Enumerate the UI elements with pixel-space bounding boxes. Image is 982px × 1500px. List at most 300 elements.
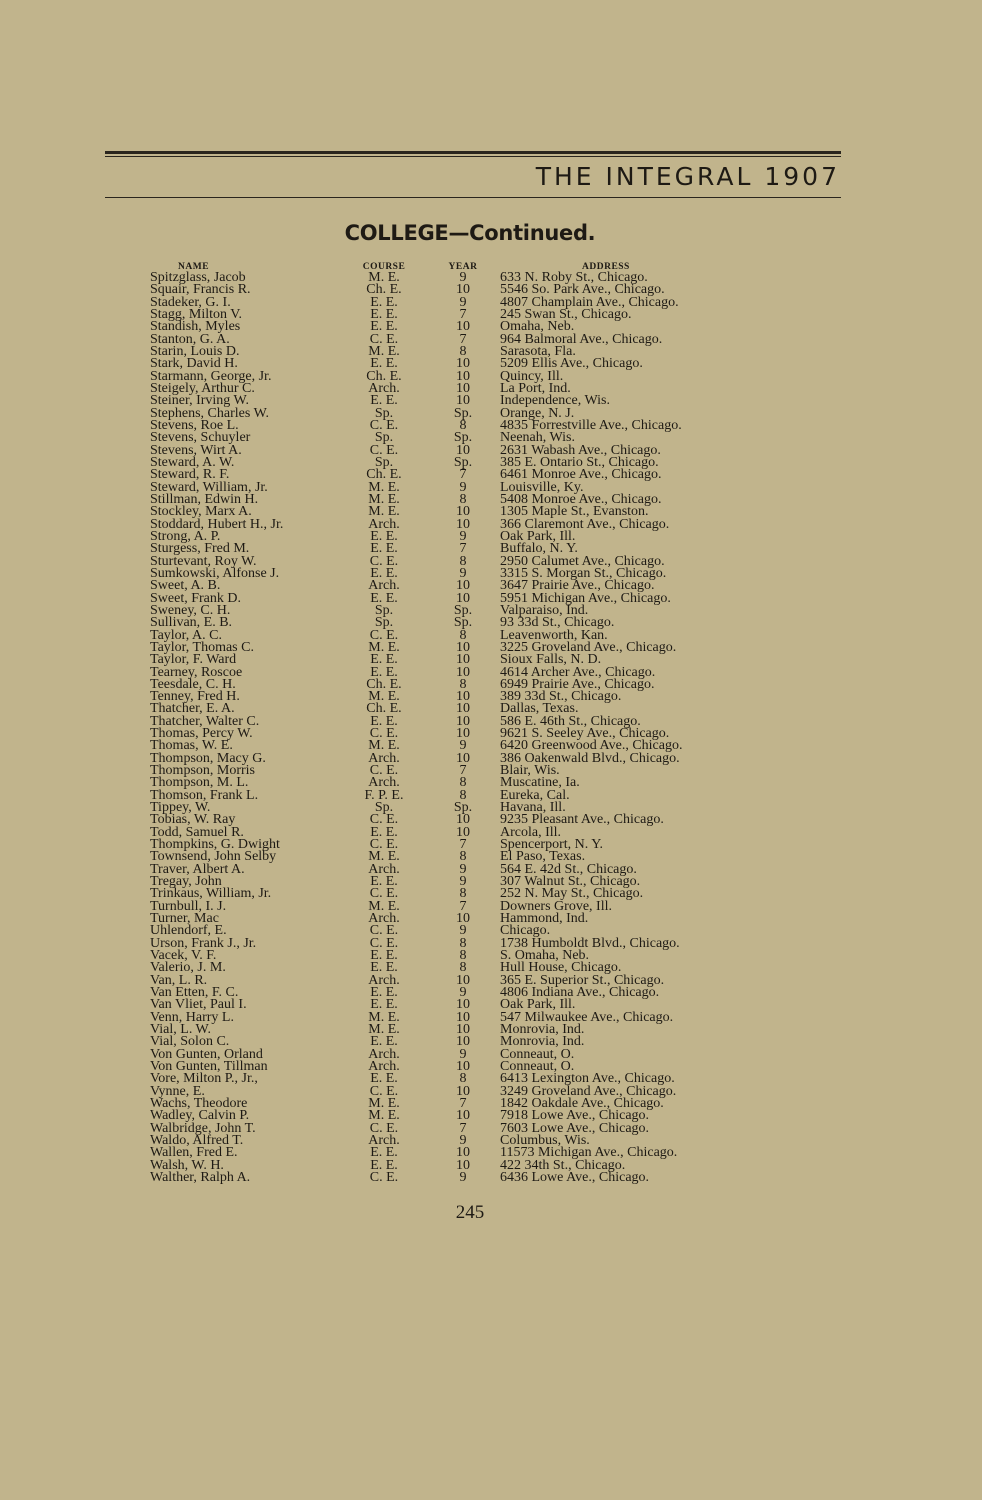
course: E. E. xyxy=(370,874,398,890)
year: Sp. xyxy=(453,602,473,618)
course: M. E. xyxy=(368,898,400,914)
course: E. E. xyxy=(370,652,398,668)
address: Havana, Ill. xyxy=(500,800,566,816)
address: Blair, Wis. xyxy=(500,763,560,779)
student-name: Steigely, Arthur C. xyxy=(150,380,255,396)
address: 633 N. Roby St., Chicago. xyxy=(500,270,648,285)
student-name: Spitzglass, Jacob xyxy=(150,270,246,285)
course: C. E. xyxy=(369,553,399,569)
course: Ch. E. xyxy=(366,368,402,384)
address: Muscatine, Ia. xyxy=(500,775,580,791)
course: Sp. xyxy=(374,602,394,618)
course: E. E. xyxy=(370,590,398,606)
course: Sp. xyxy=(374,615,394,631)
student-name: Von Gunten, Orland xyxy=(150,1046,263,1062)
student-name: Squair, Francis R. xyxy=(150,282,251,298)
address: Oak Park, Ill. xyxy=(500,528,576,544)
student-name: Stanton, G. A. xyxy=(150,331,230,347)
year: 8 xyxy=(459,948,467,964)
year: Sp. xyxy=(453,430,473,446)
course: C. E. xyxy=(369,923,399,939)
year: 8 xyxy=(459,775,467,791)
address: Eureka, Cal. xyxy=(500,787,570,803)
address: Downers Grove, Ill. xyxy=(500,898,612,914)
course: Arch. xyxy=(368,911,400,927)
address: 4835 Forrestville Ave., Chicago. xyxy=(500,417,682,433)
year: 10 xyxy=(456,1009,470,1025)
address: 7603 Lowe Ave., Chicago. xyxy=(500,1120,650,1136)
address: 4614 Archer Ave., Chicago. xyxy=(500,664,656,680)
student-name: Traver, Albert A. xyxy=(150,861,245,877)
header-double-rule-top xyxy=(105,151,841,154)
address: 964 Balmoral Ave., Chicago. xyxy=(500,331,663,347)
student-name: Walbridge, John T. xyxy=(150,1120,256,1136)
student-name: Wadley, Calvin P. xyxy=(150,1108,250,1124)
course: Arch. xyxy=(368,750,400,766)
course: C. E. xyxy=(369,886,399,902)
address: Louisville, Ky. xyxy=(500,479,584,495)
year: 9 xyxy=(459,294,467,310)
address: El Paso, Texas. xyxy=(500,849,586,865)
student-name: Valerio, J. M. xyxy=(150,960,226,976)
address: Hull House, Chicago. xyxy=(500,960,622,976)
address: 252 N. May St., Chicago. xyxy=(500,886,644,902)
course: C. E. xyxy=(369,1083,399,1099)
year: 10 xyxy=(456,319,470,335)
address: 6461 Monroe Ave., Chicago. xyxy=(500,467,662,483)
course: E. E. xyxy=(370,393,398,409)
address: Spencerport, N. Y. xyxy=(500,837,604,853)
course: Arch. xyxy=(368,972,400,988)
year: 10 xyxy=(456,713,470,729)
student-name: Turnbull, I. J. xyxy=(150,898,227,914)
student-name: Standish, Myles xyxy=(150,319,241,335)
course: C. E. xyxy=(369,1169,399,1185)
student-name: Stillman, Edwin H. xyxy=(150,491,259,507)
student-name: Steward, William, Jr. xyxy=(150,479,268,495)
column-header-address: ADDRESS xyxy=(582,262,630,272)
year: 10 xyxy=(456,1145,470,1161)
year: 10 xyxy=(456,578,470,594)
year: 10 xyxy=(456,442,470,458)
course: Arch. xyxy=(368,516,400,532)
year: 10 xyxy=(456,504,470,520)
student-name: Von Gunten, Tillman xyxy=(150,1059,268,1074)
address: 1842 Oakdale Ave., Chicago. xyxy=(500,1095,664,1111)
course: M. E. xyxy=(368,1009,400,1025)
address: 11573 Michigan Ave., Chicago. xyxy=(500,1145,678,1161)
address: 6949 Prairie Ave., Chicago. xyxy=(500,676,655,692)
course: M. E. xyxy=(368,1022,400,1038)
student-name: Taylor, Thomas C. xyxy=(150,639,254,655)
address: Conneaut, O. xyxy=(500,1046,575,1062)
year: 7 xyxy=(459,467,467,483)
address: Neenah, Wis. xyxy=(500,430,575,446)
course: M. E. xyxy=(368,849,400,865)
year: 8 xyxy=(459,676,467,692)
student-name: Starmann, George, Jr. xyxy=(150,368,272,384)
student-name: Steward, A. W. xyxy=(150,454,235,470)
course: Arch. xyxy=(368,578,400,594)
course: E. E. xyxy=(370,306,398,322)
address: 3225 Groveland Ave., Chicago. xyxy=(500,639,677,655)
student-name: Tregay, John xyxy=(150,874,222,890)
year: 9 xyxy=(459,565,467,581)
course: Ch. E. xyxy=(366,676,402,692)
course: M. E. xyxy=(368,689,400,705)
course: M. E. xyxy=(368,738,400,754)
course: M. E. xyxy=(368,491,400,507)
course: F. P. E. xyxy=(364,787,404,803)
student-name: Stagg, Milton V. xyxy=(150,306,243,322)
course: C. E. xyxy=(369,837,399,853)
year: 9 xyxy=(459,923,467,939)
address: S. Omaha, Neb. xyxy=(500,948,590,964)
section-title: COLLEGE—Continued. xyxy=(344,221,596,245)
year: 10 xyxy=(456,689,470,705)
year: 9 xyxy=(459,738,467,754)
course: Sp. xyxy=(374,454,394,470)
student-name: Todd, Samuel R. xyxy=(150,824,244,840)
student-name: Strong, A. P. xyxy=(150,528,221,544)
student-name: Stadeker, G. I. xyxy=(150,294,231,310)
year: 10 xyxy=(456,824,470,840)
address: Buffalo, N. Y. xyxy=(500,541,578,557)
year: 10 xyxy=(456,664,470,680)
student-name: Thatcher, Walter C. xyxy=(150,713,260,729)
address: La Port, Ind. xyxy=(500,380,571,396)
course: Arch. xyxy=(368,1046,400,1062)
address: 6436 Lowe Ave., Chicago. xyxy=(500,1169,650,1185)
year: 10 xyxy=(456,997,470,1013)
address: Leavenworth, Kan. xyxy=(500,627,608,643)
course: C. E. xyxy=(369,442,399,458)
student-name: Vynne, E. xyxy=(150,1083,205,1099)
year: 10 xyxy=(456,750,470,766)
course: C. E. xyxy=(369,417,399,433)
student-name: Urson, Frank J., Jr. xyxy=(150,935,257,951)
student-name: Uhlendorf, E. xyxy=(150,923,227,939)
course: Arch. xyxy=(368,1059,400,1074)
address: 1738 Humboldt Blvd., Chicago. xyxy=(500,935,680,951)
course: C. E. xyxy=(369,627,399,643)
year: 9 xyxy=(459,528,467,544)
address: 6413 Lexington Ave., Chicago. xyxy=(500,1071,675,1087)
student-name: Vial, Solon C. xyxy=(150,1034,230,1050)
student-name: Stockley, Marx A. xyxy=(150,504,252,520)
address: 7918 Lowe Ave., Chicago. xyxy=(500,1108,650,1124)
course: Arch. xyxy=(368,861,400,877)
header-double-rule-bottom xyxy=(105,156,841,157)
year: 9 xyxy=(459,985,467,1001)
address: Oak Park, Ill. xyxy=(500,997,576,1013)
student-name: Steward, R. F. xyxy=(150,467,230,483)
student-name: Sweet, Frank D. xyxy=(150,590,241,606)
address: 386 Oakenwald Blvd., Chicago. xyxy=(500,750,680,766)
column-header-name: NAME xyxy=(178,262,210,272)
course: M. E. xyxy=(368,1095,400,1111)
student-name: Taylor, F. Ward xyxy=(150,652,237,668)
course: E. E. xyxy=(370,1071,398,1087)
course: Arch. xyxy=(368,380,400,396)
year: 10 xyxy=(456,282,470,298)
student-name: Stevens, Wirt A. xyxy=(150,442,242,458)
student-name: Townsend, John Selby xyxy=(150,849,277,865)
year: 7 xyxy=(459,1120,467,1136)
year: 7 xyxy=(459,763,467,779)
address: 9235 Pleasant Ave., Chicago. xyxy=(500,812,664,828)
year: 9 xyxy=(459,1169,467,1185)
course: Sp. xyxy=(374,405,394,421)
student-name: Sumkowski, Alfonse J. xyxy=(150,565,280,581)
year: 8 xyxy=(459,935,467,951)
course: Ch. E. xyxy=(366,701,402,717)
student-name: Thompkins, G. Dwight xyxy=(150,837,280,853)
course: Arch. xyxy=(368,775,400,791)
address: Dallas, Texas. xyxy=(500,701,579,717)
course: Sp. xyxy=(374,430,394,446)
address: 1305 Maple St., Evanston. xyxy=(500,504,649,520)
student-name: Van Etten, F. C. xyxy=(150,985,239,1001)
course: Ch. E. xyxy=(366,282,402,298)
student-name: Van Vliet, Paul I. xyxy=(150,997,247,1013)
course: Sp. xyxy=(374,800,394,816)
year: 7 xyxy=(459,837,467,853)
student-name: Tobias, W. Ray xyxy=(150,812,236,828)
year: 10 xyxy=(456,972,470,988)
course: C. E. xyxy=(369,1120,399,1136)
course: E. E. xyxy=(370,713,398,729)
course: C. E. xyxy=(369,763,399,779)
year: 8 xyxy=(459,787,467,803)
course: E. E. xyxy=(370,824,398,840)
course: E. E. xyxy=(370,356,398,372)
student-name: Thomson, Frank L. xyxy=(150,787,259,803)
header-rule xyxy=(105,197,841,198)
year: 10 xyxy=(456,393,470,409)
year: 8 xyxy=(459,417,467,433)
course: M. E. xyxy=(368,504,400,520)
student-name: Thompson, M. L. xyxy=(150,775,249,791)
address: Hammond, Ind. xyxy=(500,911,589,927)
year: Sp. xyxy=(453,405,473,421)
student-name: Stark, David H. xyxy=(150,356,238,372)
student-name: Taylor, A. C. xyxy=(150,627,222,643)
address: 586 E. 46th St., Chicago. xyxy=(500,713,641,729)
student-name: Waldo, Alfred T. xyxy=(150,1132,244,1148)
course: E. E. xyxy=(370,1145,398,1161)
student-name: Vore, Milton P., Jr., xyxy=(150,1071,258,1087)
year: Sp. xyxy=(453,800,473,816)
course: M. E. xyxy=(368,1108,400,1124)
student-name: Sweet, A. B. xyxy=(150,578,221,594)
address: 2631 Wabash Ave., Chicago. xyxy=(500,442,661,458)
address: 422 34th St., Chicago. xyxy=(500,1157,626,1173)
address: Columbus, Wis. xyxy=(500,1132,590,1148)
year: 7 xyxy=(459,1095,467,1111)
year: 10 xyxy=(456,516,470,532)
address: 5546 So. Park Ave., Chicago. xyxy=(500,282,665,298)
student-name: Wachs, Theodore xyxy=(150,1095,248,1111)
address: 6420 Greenwood Ave., Chicago. xyxy=(500,738,683,754)
student-name: Tippey, W. xyxy=(150,800,211,816)
student-name: Starin, Louis D. xyxy=(150,343,240,359)
address: 366 Claremont Ave., Chicago. xyxy=(500,516,670,532)
year: 10 xyxy=(456,1034,470,1050)
address: Arcola, Ill. xyxy=(500,824,562,840)
year: 9 xyxy=(459,479,467,495)
course: E. E. xyxy=(370,294,398,310)
course: E. E. xyxy=(370,948,398,964)
column-header-year: YEAR xyxy=(448,262,478,272)
year: 9 xyxy=(459,1046,467,1062)
year: 8 xyxy=(459,627,467,643)
year: 10 xyxy=(456,590,470,606)
course: E. E. xyxy=(370,997,398,1013)
address: Sarasota, Fla. xyxy=(500,343,576,359)
address: Independence, Wis. xyxy=(500,393,610,409)
year: 10 xyxy=(456,1157,470,1173)
student-name: Vacek, V. F. xyxy=(150,948,217,964)
student-name: Thompson, Macy G. xyxy=(150,750,266,766)
year: 7 xyxy=(459,306,467,322)
year: 9 xyxy=(459,270,467,285)
student-name: Thomas, Percy W. xyxy=(150,726,253,742)
student-name: Stevens, Roe L. xyxy=(150,417,239,433)
year: 10 xyxy=(456,639,470,655)
course: E. E. xyxy=(370,541,398,557)
course: Ch. E. xyxy=(366,467,402,483)
year: 10 xyxy=(456,652,470,668)
student-name: Stoddard, Hubert H., Jr. xyxy=(150,516,284,532)
year: 10 xyxy=(456,701,470,717)
student-name: Tenney, Fred H. xyxy=(150,689,240,705)
student-name: Wallen, Fred E. xyxy=(150,1145,238,1161)
address: 307 Walnut St., Chicago. xyxy=(500,874,641,890)
year: 10 xyxy=(456,812,470,828)
address: 4806 Indiana Ave., Chicago. xyxy=(500,985,660,1001)
student-name: Thompson, Morris xyxy=(150,763,255,779)
address: 389 33d St., Chicago. xyxy=(500,689,622,705)
course: M. E. xyxy=(368,270,400,285)
student-name: Walther, Ralph A. xyxy=(150,1169,251,1185)
address: Chicago. xyxy=(500,923,551,939)
year: 8 xyxy=(459,886,467,902)
year: 8 xyxy=(459,1071,467,1087)
year: 7 xyxy=(459,331,467,347)
student-name: Tearney, Roscoe xyxy=(150,664,243,680)
address: 4807 Champlain Ave., Chicago. xyxy=(500,294,679,310)
year: 10 xyxy=(456,356,470,372)
student-name: Sturtevant, Roy W. xyxy=(150,553,257,569)
year: 10 xyxy=(456,1059,470,1074)
year: Sp. xyxy=(453,615,473,631)
course: E. E. xyxy=(370,664,398,680)
address: 245 Swan St., Chicago. xyxy=(500,306,632,322)
course: E. E. xyxy=(370,1034,398,1050)
course: E. E. xyxy=(370,528,398,544)
year: 10 xyxy=(456,1022,470,1038)
student-name: Stephens, Charles W. xyxy=(150,405,269,421)
address: Conneaut, O. xyxy=(500,1059,575,1074)
course: E. E. xyxy=(370,565,398,581)
course: Arch. xyxy=(368,1132,400,1148)
course: C. E. xyxy=(369,812,399,828)
student-name: Sturgess, Fred M. xyxy=(150,541,250,557)
address: 3315 S. Morgan St., Chicago. xyxy=(500,565,667,581)
address: 385 E. Ontario St., Chicago. xyxy=(500,454,659,470)
year: 8 xyxy=(459,343,467,359)
student-name: Teesdale, C. H. xyxy=(150,676,236,692)
address: Sioux Falls, N. D. xyxy=(500,652,602,668)
student-name: Turner, Mac xyxy=(150,911,219,927)
course: M. E. xyxy=(368,479,400,495)
address: 5209 Ellis Ave., Chicago. xyxy=(500,356,643,372)
address: Valparaiso, Ind. xyxy=(500,602,589,618)
address: 365 E. Superior St., Chicago. xyxy=(500,972,665,988)
address: 547 Milwaukee Ave., Chicago. xyxy=(500,1009,674,1025)
running-title: THE INTEGRAL 1907 xyxy=(535,162,840,191)
student-name: Thomas, W. E. xyxy=(150,738,233,754)
course: M. E. xyxy=(368,343,400,359)
year: 10 xyxy=(456,368,470,384)
address: Omaha, Neb. xyxy=(500,319,575,335)
year: 9 xyxy=(459,874,467,890)
year: 9 xyxy=(459,861,467,877)
student-name: Trinkaus, William, Jr. xyxy=(150,886,272,902)
year: Sp. xyxy=(453,454,473,470)
course: C. E. xyxy=(369,935,399,951)
address: Monrovia, Ind. xyxy=(500,1022,585,1038)
address: 93 33d St., Chicago. xyxy=(500,615,615,631)
address: 3647 Prairie Ave., Chicago. xyxy=(500,578,655,594)
student-name: Vial, L. W. xyxy=(150,1022,211,1038)
year: 10 xyxy=(456,726,470,742)
year: 8 xyxy=(459,849,467,865)
year: 10 xyxy=(456,1108,470,1124)
student-name: Stevens, Schuyler xyxy=(150,430,251,446)
address: 9621 S. Seeley Ave., Chicago. xyxy=(500,726,670,742)
student-name: Venn, Harry L. xyxy=(150,1009,234,1025)
student-name: Sullivan, E. B. xyxy=(150,615,233,631)
address: Monrovia, Ind. xyxy=(500,1034,585,1050)
year: 10 xyxy=(456,1083,470,1099)
year: 10 xyxy=(456,911,470,927)
course: E. E. xyxy=(370,985,398,1001)
year: 8 xyxy=(459,960,467,976)
address: 5408 Monroe Ave., Chicago. xyxy=(500,491,662,507)
page-number: 245 xyxy=(455,1202,485,1223)
student-name: Sweney, C. H. xyxy=(150,602,231,618)
student-name: Walsh, W. H. xyxy=(150,1157,224,1173)
student-name: Steiner, Irving W. xyxy=(150,393,249,409)
year: 7 xyxy=(459,541,467,557)
year: 10 xyxy=(456,380,470,396)
course: M. E. xyxy=(368,639,400,655)
year: 7 xyxy=(459,898,467,914)
year: 8 xyxy=(459,553,467,569)
address: Quincy, Ill. xyxy=(500,368,564,384)
year: 8 xyxy=(459,491,467,507)
student-name: Thatcher, E. A. xyxy=(150,701,235,717)
year: 9 xyxy=(459,1132,467,1148)
course: C. E. xyxy=(369,726,399,742)
student-name: Van, L. R. xyxy=(150,972,208,988)
address: 564 E. 42d St., Chicago. xyxy=(500,861,637,877)
address: 3249 Groveland Ave., Chicago. xyxy=(500,1083,677,1099)
address: 2950 Calumet Ave., Chicago. xyxy=(500,553,665,569)
course: C. E. xyxy=(369,331,399,347)
